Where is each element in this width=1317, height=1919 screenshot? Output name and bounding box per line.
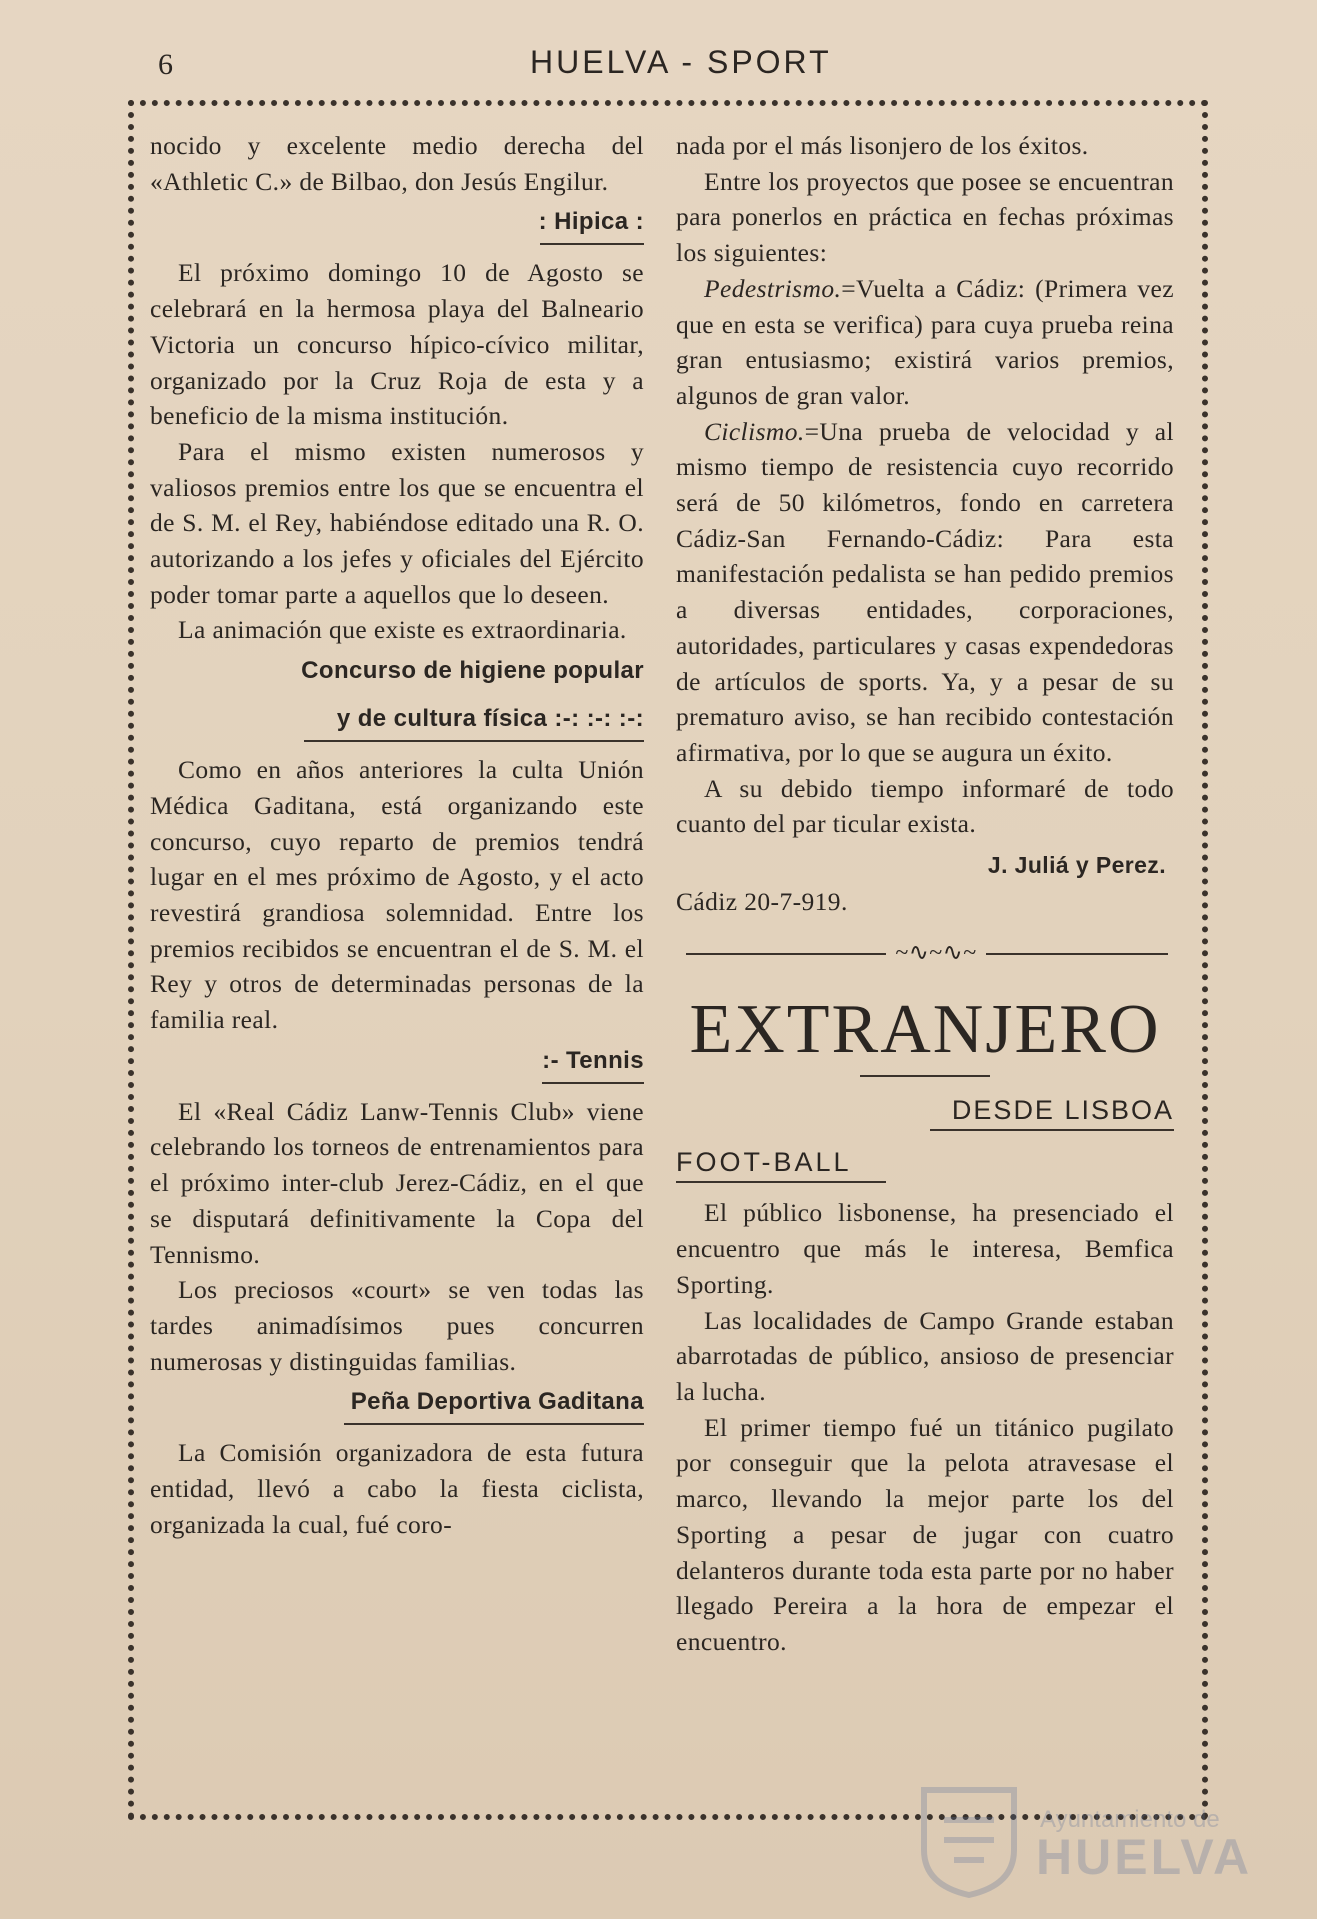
ciclismo-text: =Una prueba de velocidad y al mismo tiempo de resistencia cuyo recorrido será de 50 kilómetros, fondo en carretera Cádiz-San Fernando-Cádiz: Para esta manifestación pedalista se han pedido premios a diversas entidades, corporaciones, autoridades, particulares y casas expendedoras de artículos de sports. Ya, y a pesar de su prematuro aviso, se han recibido contestación afirmativa, por lo que se augura un éxito. [676, 416, 1174, 767]
higiene-paragraph: Como en años anteriores la culta Unión Médica Gaditana, está organizando este concurso, cuyo reparto de premios tendrá lugar en el mes próximo de Agosto, y el acto revestirá grandiosa solemnidad. Entre los premios recibidos se encuentran el de S. M. el Rey y otros de determinadas personas de la familia real. [150, 755, 644, 1035]
tennis-paragraph-2: Los preciosos «court» se ven todas las tardes animadísimos pues concurren numerosas y distinguidas familias. [150, 1275, 644, 1376]
football-paragraph-2: Las localidades de Campo Grande estaban abarrotadas de público, ansioso de presenciar la lucha. [676, 1305, 1174, 1406]
tennis-rule [542, 1082, 644, 1084]
running-head: HUELVA - SPORT [530, 44, 832, 80]
signature: J. Juliá y Perez. [987, 852, 1166, 879]
football-paragraph-3: El primer tiempo fué un titánico pugilato por conseguir que la pelota atravesase el marco, llevando la mejor parte los del Sporting a pesar de jugar con cuatro delanteros durante toda esta parte por no haber llegado Pereira a la hora de empezar el encuentro. [676, 1412, 1174, 1656]
pedestrismo-label: Pedestrismo. [704, 273, 842, 303]
section-title-rule [860, 1075, 990, 1077]
subsection-rule [930, 1129, 1174, 1131]
football-heading: FOOT-BALL [676, 1147, 852, 1178]
football-rule [676, 1181, 886, 1183]
crest-icon [914, 1780, 1024, 1898]
left-column [150, 128, 644, 1543]
higiene-rule [304, 740, 644, 742]
hipica-paragraph-1: El próximo domingo 10 de Agosto se celebrará en la hermosa playa del Balneario Victoria un concurso hípico-cívico militar, organizado por la Cruz Roja de esta y a beneficio de la misma institución. [150, 258, 644, 431]
hipica-rule [540, 243, 644, 245]
tennis-paragraph-1: El «Real Cádiz Lanw-Tennis Club» viene celebrando los torneos de entrenamientos para el próximo inter-club Jerez-Cádiz, en el que se disputará definitivamente la Copa del Tennismo. [150, 1096, 644, 1269]
hipica-heading: : Hipica : [538, 208, 644, 236]
pena-paragraph: La Comisión organizadora de esta futura entidad, llevó a cabo la fiesta ciclista, organizada la cual, fué coro- [150, 1438, 644, 1539]
archive-watermark [910, 1780, 1253, 1900]
swash-ornament-icon: ~∿~∿~ [886, 941, 986, 965]
pedestrismo-paragraph [676, 271, 1174, 414]
higiene-heading-line-2: y de cultura física :-: :-: :-: [336, 705, 644, 733]
section-title: EXTRANJERO [689, 991, 1161, 1069]
ciclismo-paragraph [676, 414, 1174, 771]
higiene-heading-line-1: Concurso de higiene popular [301, 657, 644, 685]
football-paragraph-1: El público lisbonense, ha presenciado el encuentro que más le interesa, Bemfica Sporting. [676, 1198, 1174, 1299]
pena-rule [344, 1423, 644, 1425]
final-paragraph: A su debido tiempo informaré de todo cuanto del par ticular exista. [676, 773, 1174, 839]
continued-paragraph: nada por el más lisonjero de los éxitos. [676, 131, 1089, 160]
ornament-divider [676, 937, 1174, 973]
hipica-paragraph-2: Para el mismo existen numerosos y valiosos premios entre los que se encuentra el de S. M. el Rey, habiéndose editado una R. O. autorizando a los jefes y oficiales del Ejército poder tomar parte a aquellos que lo deseen. [150, 436, 644, 609]
right-column [676, 128, 1174, 1660]
tennis-heading: :- Tennis [542, 1046, 644, 1074]
proyectos-paragraph: Entre los proyectos que posee se encuentran para ponerlos en práctica en fechas próximas los siguientes: [676, 166, 1174, 268]
watermark-line-1: Ayuntamiento de [1040, 1806, 1220, 1833]
subsection-heading: DESDE LISBOA [951, 1095, 1174, 1126]
ciclismo-label: Ciclismo. [704, 416, 805, 446]
dateline: Cádiz 20-7-919. [676, 886, 848, 916]
watermark-line-2: HUELVA [1036, 1829, 1253, 1885]
intro-paragraph: nocido y excelente medio derecha del «Athletic C.» de Bilbao, don Jesús Engilur. [150, 131, 644, 196]
pedestrismo-text: =Vuelta a Cádiz: (Primera vez que en esta se verifica) para cuya prueba reina gran entusiasmo; existirá varios premios, algunos de gran valor. [676, 273, 1174, 410]
hipica-paragraph-3: La animación que existe es extraordinaria. [178, 615, 627, 645]
page-number: 6 [158, 48, 173, 81]
pena-heading: Peña Deportiva Gaditana [350, 1388, 644, 1416]
